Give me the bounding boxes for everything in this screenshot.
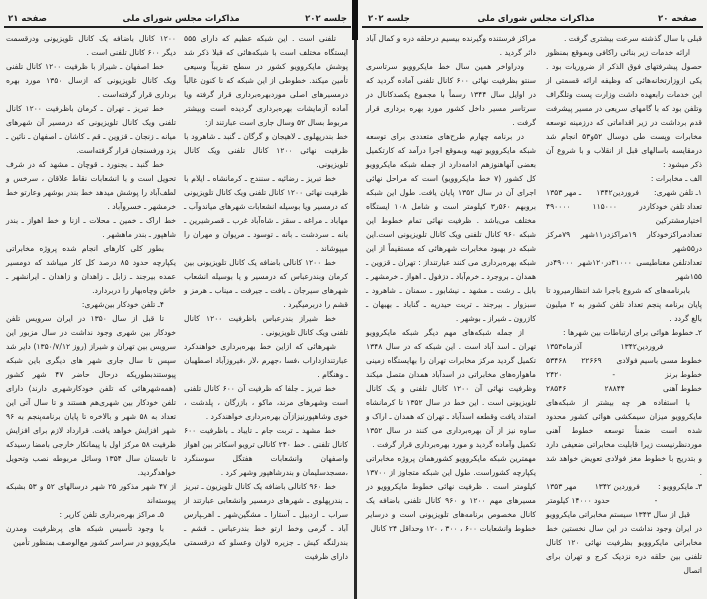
table-cell: ۴۹۰۰۰در bbox=[546, 258, 574, 267]
text-column-right bbox=[184, 32, 348, 564]
table-cell: ۷۹مرکز bbox=[546, 230, 571, 239]
table-cell: ۲۲۶۶۹ bbox=[581, 356, 602, 365]
table-row bbox=[546, 340, 702, 354]
paragraph: خط گنبد ـ بجنورد ـ قوچان ـ مشهد که در شرف تحویل است و با انشعابات نقاط علاقان ، سرخس و لطف‌آباد را پوشش میدهد خط بندر بوشهر وعارتو خط خرمشهر ـ خسروآباد . bbox=[6, 160, 176, 211]
paragraph: قبلی با سال گذشته سرعت بیشتری گرفت . bbox=[563, 34, 702, 43]
session-number: جلسه ۲۰۲ bbox=[368, 14, 410, 24]
paragraph: خط اراک ـ خمین ـ محلات ـ ازنا و خط اهواز ـ بندر شاهپور ـ بندر ماهشهر . bbox=[6, 216, 176, 239]
table-row bbox=[546, 368, 702, 382]
text-column-left bbox=[366, 32, 536, 536]
table-cell: ۲۸۸۴۴ bbox=[604, 384, 625, 393]
table-cell: - bbox=[612, 370, 616, 379]
table-row bbox=[546, 382, 702, 396]
table-cell: فروردین ۱۳۴۲ bbox=[594, 482, 640, 491]
table-cell: تعداد تلفن خودکاردر bbox=[639, 202, 702, 211]
paragraph: از ۴۷ شهر مذکور ۲۵ شهر درسالهای ۵۲ و ۵۳ بشبکه پیوسته‌اند bbox=[6, 482, 177, 505]
table-row bbox=[546, 494, 702, 508]
text-column-left bbox=[6, 32, 176, 550]
paragraph: ۵ـ مراکز بهره‌برداری تلفن کاریر : bbox=[59, 510, 164, 519]
running-title: مذاکرات مجلس شورای ملی bbox=[477, 14, 595, 24]
table-cell: فروردین۱۳۴۲ bbox=[596, 188, 639, 197]
paragraph: ارائه خدمات زیر بنائی راکافی وبموقع بمنظور حصول پیشرفتهای فوق الذکر از ضروریات بود . یکی ازوزارتخانه‌هائی که وظیفه ارائه قسمتی از این خدمات رابعهده داشت وزارت پست وتلگراف وتلفن بود که با گامهای سریعی در مسیر پیشرفت قدم برداشت در زیر اقداماتی که درزمینه توسعه مخابرات وپست طی دوسال ۵۲و۵۳ انجام شد درمقایسه باسالهای قبل از انقلاب و با شروع آن ذکر میشود : bbox=[546, 48, 702, 169]
table-cell: ۵۳۴۶۸ bbox=[546, 356, 567, 365]
table-cell: - bbox=[654, 496, 658, 505]
paragraph: خط شیراز بندرعباس باظرفیت ۱۲۰۰ کانال تلفنی ویک کانال تلویزیونی . bbox=[184, 314, 348, 337]
text-column-right bbox=[546, 32, 702, 578]
paragraph: در۵۵شهر bbox=[672, 244, 702, 253]
table-cell: مهر ۱۳۵۳ bbox=[546, 482, 577, 491]
paragraph: خط تبریز ـ رضائیه ـ سنندج ـ کرمانشاه ـ ایلام با ظرفیت نهائی ۱۲۰۰ کانال تلفنی ویک کانال تلویزیونی که درمسیر ویا بوسیله انشعابات شهرهای میاندوآب ـ مهاباد ـ مراغه ـ سقز ـ شاه‌آباد غرب ـ قصرشیرین ـ بانه ـ سردشت ـ بانه ـ توسود ـ مریوان و مهران را میپوشاند . bbox=[184, 174, 348, 253]
table-row bbox=[546, 354, 702, 368]
running-title: مذاکرات مجلس شورای ملی bbox=[122, 14, 240, 24]
page-number: صفحه ۲۱ bbox=[8, 14, 47, 24]
paragraph: ۲ـ خطوط هوائی برای ارتباطات بین شهرها : bbox=[562, 328, 702, 337]
table-cell: ۱ـ تلفن شهری: bbox=[654, 188, 702, 197]
gutter-shadow bbox=[352, 0, 358, 40]
table-cell: فروردین۱۳۴۲ bbox=[620, 342, 664, 351]
paragraph: بطور کلی کارهای انجام شده پروژه مخابراتی یکپارچه حدود ۸۵ درصد کل کار میباشد که دومسیر عمده بیرجند ـ زابل ـ زاهدان و زاهدان ـ ایرانشهر ـ خاش وچاه‌بهار را دربردارد. bbox=[6, 244, 176, 295]
table-cell: ۳۱۰۰۰در۱۲۰شهر bbox=[578, 258, 632, 267]
table-cell: خطوط مسی باسیم فولادی bbox=[616, 356, 702, 365]
table-cell: آذرماه۱۳۵۳ bbox=[546, 342, 582, 351]
paragraph: خط مشهد ـ تربت جام ـ تایباد ـ باظرفیت ۶۰۰ کانال تلفنی . خط ۲۴۰ کانالی ترویو اسکاتر بین اهواز واصفهان وانشعابات هفتگل سوسنگرد ،مسجدسلیمان و بندرشاهپور وشهر کرد . bbox=[184, 426, 349, 477]
page-header bbox=[362, 10, 703, 28]
table-cell: حدود ۱۴۰۰۰ کیلومتر bbox=[546, 496, 610, 505]
paragraph: با وجود تأسیس شبکه های پرظرفیت ومدرن مایکروویو در سراسر کشور مع‌الوصف بمنظور تأمین bbox=[6, 524, 176, 547]
paragraph: مراکز فرستنده وگیرنده بیسیم درحلقه دره و کمال آباد دائر گردید . bbox=[366, 34, 536, 57]
table-cell: ۳ـ مایکروویو : bbox=[658, 482, 702, 491]
paragraph: قبل از سال ۱۳۴۳ سیستم مخابراتی مایکروویو در ایران وجود نداشت در این سال نخستین خط مخابراتی مایکروویو بظرفیت نهائی ۱۲۰ کانال تلفنی بین حلقه دره نزدیک کرج و تهران برای اتصال bbox=[546, 510, 702, 575]
table-row bbox=[546, 256, 702, 270]
table-cell: تعدادمراکزخودکار bbox=[646, 230, 702, 239]
table-cell: ـ مهر ۱۳۵۳ bbox=[546, 188, 582, 197]
paragraph: خط ۹۶۰ کانالی باضافه یک کانال تلویزیون ـ تبریز ـ بندرپهلوی ـ شهرهای درمسیر وانشعابی عبارتند از سراب ـ اردبیل ـ آستارا ـ مشگین‌شهر ـ اهرـپارس آباد ـ گرمی وخط ارتو خط بندرعباس ـ قشم ـ بندرلنگه کیش ـ جزیره لاوان وعسلو که درقسمتی دارای ظرفیت bbox=[184, 482, 348, 561]
paragraph: خط اصفهان ـ شیراز با ظرفیت ۱۲۰۰ کانال تلفنی ویک کانال تلویزیونی که ازسال ۱۳۵۰ مورد بهره برداری قرار گرفته‌است . bbox=[6, 62, 176, 99]
paragraph: از جمله شبکه‌های مهم دیگر شبکه مایکروویو تهران ـ اسد آباد است . این شبکه که در سال ۱۳۴۸ تکمیل گردید مرکز مخابرات تهران را بهایستگاه زمینی ماهواره‌های مخابراتی در اسدآباد همدان متصل میکند وظرفیت نهائی آن ۱۲۰۰ کانال تلفنی و یک کانال تلویزیونی است . این خط در سال ۱۳۵۲ تا کرمانشاه امتداد یافت وقطعه اسدآباد ـ تهران که همدان ـ اراک و ساوه نیز از آن بهره‌برداری می کنند در سال ۱۳۵۲ تکمیل وآماده گردید و مورد بهره‌برداری قرار گرفت . bbox=[366, 328, 537, 449]
table-cell: ۱۹مراکزدر۱۱شهر bbox=[580, 230, 637, 239]
paragraph: بابرنامه‌های که شروع باجرا شد انتظارمیرود تا پایان برنامه پنجم تعداد تلفن کشور به ۲ میلیون بالغ گردد . bbox=[546, 286, 702, 323]
table-cell: ۴۹۰۰۰۰ bbox=[546, 202, 571, 211]
table-cell: خطوط آهنی bbox=[662, 384, 702, 393]
table-row bbox=[546, 480, 702, 494]
book-gutter bbox=[354, 0, 357, 599]
paragraph: ۴ـ تلفن خودکار بین‌شهری: bbox=[81, 300, 164, 309]
paragraph: ۱۲۰۰ کانال باضافه یک کانال تلویزیونی ودرقسمت دیگر ۶۰۰ کانال تلفنی است . bbox=[6, 34, 176, 57]
page-header bbox=[4, 10, 351, 28]
paragraph: خط ۱۲۰۰ کانالی باضافه یک کانال تلویزیونی بین کرمان وبندرعباس که درمسیر و یا بوسیله انشعاب شهرهای سیرجان ـ بافت ـ جیرفت ـ میناب ـ هرمز و قشم را دربرمیگیرد . bbox=[184, 258, 348, 309]
paragraph: شهرهائی که ازاین خط بهره‌برداری خواهندکرد عبارتندازداراب ،فسا ،جهرم ،لار ،فیروزآباد اصطهبان ـ وهنگام . bbox=[184, 342, 348, 379]
table-row bbox=[546, 186, 702, 200]
table-cell: تعدادتلفن مغناطیسی bbox=[636, 258, 702, 267]
session-number: جلسه ۲۰۲ bbox=[305, 14, 347, 24]
paragraph: مهمترین شبکه مایکروویو کشورهمان پروژه مخابراتی یکپارچه کشوراست. طول این شبکه متجاوز از ۱۳۷۰۰ کیلومتر است . ظرفیت نهائی خطوط مایکروویو در مسیرهای مهم ۱۲۰۰ و ۹۶۰ کانال تلفنی باضافه یک کانال مخصوص برنامه‌های تلویزیونی است و درسایر خطوط وانشعابات ۶۰۰ ، ۳۰۰ ، ۱۲۰ وحداقل ۲۴ کانال bbox=[366, 454, 536, 533]
paragraph: خط تبریز ـ تهران ـ کرمان باظرفیت ۱۲۰۰ کانال تلفنی ویک کانال تلویزیونی که درمسیر آن شهرهای میانه ـ زنجان ـ قزوین ـ قم ـ کاشان ـ اصفهان ـ نائین ـ یزد ورفسنجان قرار گرفته‌است. bbox=[6, 104, 176, 155]
paragraph: الف ـ مخابرات : bbox=[650, 174, 702, 183]
table-row bbox=[546, 200, 702, 214]
paragraph: اختیارمشترکین bbox=[655, 216, 702, 225]
right-page-20 bbox=[358, 0, 707, 599]
paragraph: در برنامه چهارم طرح‌های متعددی برای توسعه شبکه مایکروویو تهیه وبموقع اجرا درآمد که کارتکمیل بعضی آنهاهنوزهم ادامه‌دارد از جمله شبکه مایکروویو کل کشور (۷ خط مایکروویو) است که مراحل نهائی اجرای آن در سال ۱۳۵۲ پایان یافت. طول این شبکه بروبهم ۵۶۰ر۳ کیلومتر است و شامل ۱۰۸ ایستگاه مختلف می‌باشد . ظرفیت نهائی تمام خطوط این شبکه ۹۶۰ کانال تلفنی ویک کانال تلویزیونی است.این شبکه در بهبود مخابرات شهرهائی که مستقیماً از این شبکه بهره‌برداری می کنند عبارتنداز : تهران ـ قزوین ـ همدان ـ بروجرد ـ خرم‌آباد ـ دزفول ـ اهواز ـ خرمشهر ـ بابل ـ رشت ـ مشهد ـ نیشابور ـ سمنان ـ شاهرود ـ سبزوار ـ بیرجند ـ تربت حیدریه ـ گناباد ـ بهبهان ـ کازرون ـ شیراز ـ بوشهر . bbox=[366, 132, 536, 323]
table-cell: ۲۸۵۴۶ bbox=[546, 384, 567, 393]
table-cell: ۱۱۵۰۰۰ bbox=[592, 202, 617, 211]
table-cell: ۲۴۲۰ bbox=[546, 370, 563, 379]
table-cell: خطوط برنز bbox=[665, 370, 702, 379]
paragraph: با استفاده هر چه بیشتر از شبکه‌های مایکروویو میزان سیمکشی هوائی کشور محدود شده است ضمناً توسعه خطوط آهنی موردنظرنیست زیرا قابلیت مخابراتی ضعیفی دارد و بتدریج با خطوط مغز فولادی تعویض خواهد شد . bbox=[546, 398, 702, 477]
paragraph: تا قبل از سال ۱۳۵۰ در ایران سرویس تلفن خودکار بین شهری وجود نداشت در سال مزبور این سرویس بین تهران و شیراز (روز ۱۳۵۰/۷/۱۲) دایر شد سپس تا سال جاری شهر های دیگری باین شبکه پیوستندبطوریکه درحال حاضر ۴۷ شهر کشور (همه‌شهرهائی که تلفن خودکارشهری دارند) دارای تلفن خودکار بین شهری‌هم هستند و تا سال آتی این تعداد به ۵۸ شهر و بالاخره تا پایان برنامه‌پنجم به ۹۶ شهر افزایش خواهد یافت. قرارداد لازم برای افزایش ظرفیت ۵۸ مرکز اول با پیمانکار خارجی بامضا رسیدکه تا تابستان سال ۱۳۵۴ وسائل مربوطه نصب وتحویل خواهدگردید. bbox=[6, 314, 176, 477]
paragraph: ودراواخر همین سال خط مایکروویو سرتاسری سنتو بظرفیت نهائی ۶۰۰ کانال تلفنی آماده گردید که در اوایل سال ۱۳۴۴ رسماً با مجموع یکصدکانال در سرتاسر مسیر داخل کشور مورد بهره برداری قرار گرفت . bbox=[366, 62, 536, 127]
paragraph: تلفنی است . این شبکه عظیم که دارای ۵۵۵ ایستگاه مختلف است با شبکه‌هائی که قبلا ذکر شد پوشش مایکروویو کشور در سطح تقریباً وسیعی تأمین میکند. خطوطی از این شبکه که تا کنون غالباً درمسیرهای اصلی موردبهره‌برداری قرار گرفته ویا آماده آزمایشات بهره‌برداری گردیده است وبیشتر مربوط بسال ۵۲ وسال جاری است عبارتند از: bbox=[184, 34, 348, 127]
table-row bbox=[546, 228, 702, 242]
paragraph: خط بندرپهلوی ـ لاهیجان و گرگان ـ گنبد ـ شاهرود با ظرفیت نهائی ۱۲۰۰ کانال تلفنی ویک کانال تلویزیونی. bbox=[184, 132, 348, 169]
paragraph: خط تبریز ـ جلفا که ظرفیت آن ۶۰۰ کانال تلفنی است وشهرهای مرند، ماکو ، بازرگان ، پلدشت ، خوی وشاهپورنیزازآن بهره‌برداری خواهندکرد . bbox=[184, 384, 348, 421]
paragraph: ۱۵۵شهر bbox=[675, 272, 702, 281]
page-number: صفحه ۲۰ bbox=[658, 14, 697, 24]
